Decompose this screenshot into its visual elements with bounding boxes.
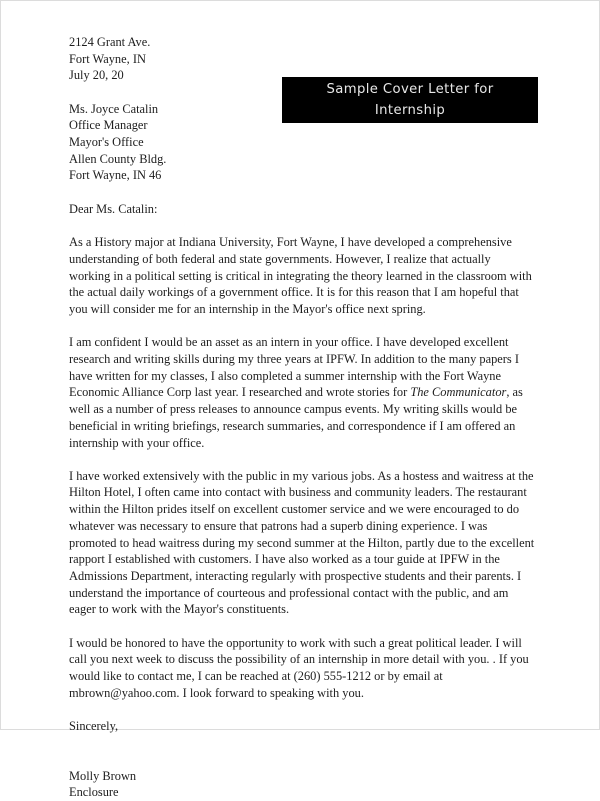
paragraph-4: I would be honored to have the opportunity to work with such a great political leader. I will call you next week to discuss the possibility of an internship in more detail with you. . If you would like to contact me, I can be reached at (260) 555-1212 or by email at mbrown@yahoo.com. I look forward to speaking with you. — [69, 635, 529, 700]
recipient-title: Office Manager — [69, 118, 148, 133]
sender-address-line-1: 2124 Grant Ave. — [69, 35, 151, 49]
signature-name: Molly Brown — [69, 768, 137, 783]
spacer-after-salutation — [69, 217, 535, 234]
spacer-after-recipient — [69, 184, 535, 201]
recipient-building: Allen County Bldg. — [69, 151, 167, 166]
paragraph-2 — [69, 334, 535, 451]
recipient-city-state-zip: Fort Wayne, IN 46 — [69, 168, 162, 183]
title-banner — [282, 77, 538, 123]
recipient-organization: Mayor's Office — [69, 135, 144, 150]
spacer-after-paragraph-3 — [69, 618, 535, 635]
enclosure-note: Enclosure — [69, 785, 119, 800]
paragraph-3: I have worked extensively with the public in my various jobs. As a hostess and waitress at the Hilton Hotel, I often came into contact with business and community leaders. The restaurant within the Hilton prides itself on excellent customer service and we were encouraged to do whatever was necessary to ensure that patrons had a superb dining experience. I was promoted to head waitress during my second summer at the Hilton, partly due to the excellent rapport I established with customers. I have also worked as a tour guide at IPFW in the Admissions Department, interacting regularly with prospective students and their parents. I understand the importance of courteous and professional contact with the public, and am eager to work with the Mayor's constituents. — [69, 468, 535, 617]
spacer-after-paragraph-4 — [69, 701, 535, 718]
sender-date-line: July 20, 20 — [69, 68, 124, 83]
paragraph-1: As a History major at Indiana University, Fort Wayne, I have developed a comprehensive understanding of both federal and state governments. However, I realize that actually working in a political setting is critical in integrating the theory learned in the classroom with the actual daily workings of a government office. It is for this reason that I am hopeful that you will consider me for an internship in the Mayor's office next spring. — [69, 235, 532, 317]
spacer-after-paragraph-2 — [69, 451, 535, 468]
spacer-after-paragraph-1 — [69, 318, 535, 335]
salutation: Dear Ms. Catalin: — [69, 201, 158, 216]
recipient-name: Ms. Joyce Catalin — [69, 101, 159, 116]
closing-line: Sincerely, — [69, 718, 119, 733]
signature-space-1 — [69, 735, 535, 752]
title-banner-line-1: Sample Cover Letter for — [326, 82, 494, 97]
signature-space-2 — [69, 751, 535, 768]
letter-body — [69, 34, 535, 801]
paragraph-2-part-2: , as well as a number of press releases to announce campus events. My writing skills would be beneficial in writing briefings, research summaries, and correspondence if I am offered an internship with your office. — [69, 385, 523, 450]
publication-title: The Communicator — [410, 385, 507, 400]
title-banner-line-2: Internship — [374, 103, 446, 118]
sender-address-line-2: Fort Wayne, IN — [69, 51, 146, 66]
paragraph-2-part-1: I am confident I would be an asset as an intern in your office. I have developed excellent research and writing skills during my three years at IPFW. In addition to the many papers I have written for my classes, I also completed a summer internship with the Fort Wayne Economic Alliance Corp last year. I researched and wrote stories for — [69, 335, 519, 400]
